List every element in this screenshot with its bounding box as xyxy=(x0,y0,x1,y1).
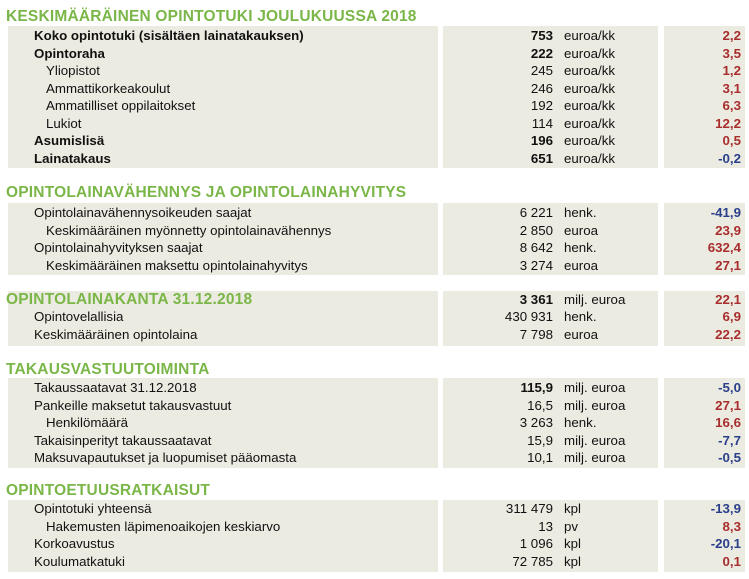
table-row xyxy=(0,553,749,570)
row-unit: euroa/kk xyxy=(564,28,615,43)
row-label: Henkilömäärä xyxy=(46,415,129,430)
row-unit: euroa/kk xyxy=(564,133,615,148)
row-value: 651 xyxy=(530,150,553,166)
row-change: -0,5 xyxy=(718,450,741,465)
row-value: 222 xyxy=(530,45,553,61)
table-row xyxy=(0,291,749,308)
row-change: -5,0 xyxy=(718,380,741,395)
row-unit: henk. xyxy=(564,240,597,255)
row-value: 430 931 xyxy=(504,309,553,324)
row-change: -7,7 xyxy=(718,432,741,448)
row-value: 10,1 xyxy=(527,450,553,465)
table-row xyxy=(0,150,749,167)
row-label: Lukiot xyxy=(46,115,82,131)
row-value: 8 642 xyxy=(519,240,553,255)
row-unit: henk. xyxy=(564,415,597,430)
row-label: Korkoavustus xyxy=(34,536,115,551)
table-row xyxy=(0,397,749,414)
row-value: 753 xyxy=(530,28,553,43)
table-row xyxy=(0,97,749,114)
table-row xyxy=(0,308,749,325)
row-label: Hakemusten läpimenoaikojen keskiarvo xyxy=(46,518,281,534)
row-value: 196 xyxy=(530,133,553,148)
row-change: -20,1 xyxy=(710,536,741,551)
row-label: Maksuvapautukset ja luopumiset pääomasta xyxy=(34,450,297,465)
row-label: Koulumatkatuki xyxy=(34,553,125,569)
row-value: 115,9 xyxy=(520,380,553,395)
row-change: 6,3 xyxy=(722,98,741,113)
row-unit: kpl xyxy=(564,553,581,569)
section-heading: OPINTOLAINAVÄHENNYS JA OPINTOLAINAHYVITYS xyxy=(6,184,407,201)
row-value: 245 xyxy=(530,63,553,78)
row-value: 246 xyxy=(530,80,553,96)
row-label: Ammatilliset oppilaitokset xyxy=(46,98,196,113)
row-change: 632,4 xyxy=(707,240,741,255)
row-unit: henk. xyxy=(564,205,597,220)
row-change: 6,9 xyxy=(722,309,741,324)
row-unit: euroa/kk xyxy=(564,98,615,113)
row-change: 22,2 xyxy=(715,326,741,342)
table-row xyxy=(0,449,749,466)
row-value: 311 479 xyxy=(505,501,553,516)
row-value: 6 221 xyxy=(519,205,553,220)
table-row xyxy=(0,518,749,535)
row-value: 1 096 xyxy=(519,536,553,551)
row-unit: euroa/kk xyxy=(564,115,615,131)
row-change: -13,9 xyxy=(710,501,741,516)
table-row xyxy=(0,414,749,431)
row-label: Opintolainavähennysoikeuden saajat xyxy=(34,205,252,220)
row-unit: euroa xyxy=(564,326,599,342)
row-label: Takaussaatavat 31.12.2018 xyxy=(34,380,197,395)
row-change: 8,3 xyxy=(722,518,741,534)
row-unit: euroa xyxy=(564,257,599,273)
table-row xyxy=(0,326,749,343)
row-value: 3 263 xyxy=(519,415,553,430)
section-heading: TAKAUSVASTUUTOIMINTA xyxy=(6,361,210,378)
section-heading: OPINTOLAINAKANTA 31.12.2018 xyxy=(6,291,253,308)
row-label: Takaisinperityt takaussaatavat xyxy=(34,432,212,448)
row-value: 3 361 xyxy=(519,292,553,307)
row-label: Keskimääräinen myönnetty opintolainavähennys xyxy=(46,222,332,238)
table-row xyxy=(0,257,749,274)
row-label: Koko opintotuki (sisältäen lainatakauksen) xyxy=(34,28,304,43)
row-label: Asumislisä xyxy=(34,133,105,148)
row-label: Opintotuki yhteensä xyxy=(34,501,152,516)
row-unit: kpl xyxy=(564,501,581,516)
row-change: 2,2 xyxy=(722,28,741,43)
row-unit: kpl xyxy=(564,536,581,551)
table-row xyxy=(0,500,749,517)
row-change: 3,5 xyxy=(722,45,741,61)
row-change: -0,2 xyxy=(718,150,741,166)
table-row xyxy=(0,27,749,44)
row-value: 13 xyxy=(538,518,553,534)
table-row xyxy=(0,80,749,97)
row-unit: milj. euroa xyxy=(564,450,626,465)
table-row xyxy=(0,239,749,256)
row-change: 23,9 xyxy=(715,222,741,238)
table-row xyxy=(0,45,749,62)
row-value: 2 850 xyxy=(519,222,553,238)
row-label: Yliopistot xyxy=(46,63,100,78)
table-row xyxy=(0,132,749,149)
row-label: Ammattikorkeakoulut xyxy=(46,80,171,96)
table-row xyxy=(0,222,749,239)
section-heading: OPINTOETUUSRATKAISUT xyxy=(6,482,211,499)
row-change: 27,1 xyxy=(715,397,741,413)
table-row xyxy=(0,62,749,79)
row-unit: milj. euroa xyxy=(564,380,626,395)
row-unit: milj. euroa xyxy=(564,292,626,307)
row-change: 16,6 xyxy=(715,415,741,430)
row-value: 15,9 xyxy=(527,432,553,448)
table-row xyxy=(0,204,749,221)
row-unit: henk. xyxy=(564,309,597,324)
table-row xyxy=(0,379,749,396)
table-row xyxy=(0,432,749,449)
row-label: Keskimääräinen maksettu opintolainahyvitys xyxy=(46,257,308,273)
row-unit: euroa/kk xyxy=(564,80,615,96)
row-unit: milj. euroa xyxy=(564,397,626,413)
row-unit: euroa xyxy=(564,222,599,238)
row-change: 12,2 xyxy=(715,115,741,131)
row-label: Opintoraha xyxy=(34,45,105,61)
row-change: 1,2 xyxy=(722,63,741,78)
row-change: 27,1 xyxy=(715,257,741,273)
row-unit: pv xyxy=(564,518,579,534)
row-change: -41,9 xyxy=(710,205,741,220)
row-unit: euroa/kk xyxy=(564,45,615,61)
section-heading: KESKIMÄÄRÄINEN OPINTOTUKI JOULUKUUSSA 2018 xyxy=(6,8,417,25)
row-change: 22,1 xyxy=(715,292,741,307)
row-label: Opintovelallisia xyxy=(34,309,124,324)
row-value: 114 xyxy=(531,115,553,131)
row-change: 0,1 xyxy=(722,553,741,569)
row-change: 3,1 xyxy=(722,80,741,96)
row-label: Pankeille maksetut takausvastuut xyxy=(34,397,232,413)
row-value: 72 785 xyxy=(512,553,553,569)
row-unit: euroa/kk xyxy=(564,63,615,78)
row-label: Keskimääräinen opintolaina xyxy=(34,326,198,342)
row-label: Lainatakaus xyxy=(34,150,111,166)
row-unit: euroa/kk xyxy=(564,150,615,166)
row-label: Opintolainahyvityksen saajat xyxy=(34,240,203,255)
row-value: 7 798 xyxy=(519,326,553,342)
row-value: 3 274 xyxy=(519,257,553,273)
table-row xyxy=(0,535,749,552)
row-value: 192 xyxy=(530,98,553,113)
table-row xyxy=(0,115,749,132)
row-unit: milj. euroa xyxy=(564,432,626,448)
row-value: 16,5 xyxy=(527,397,553,413)
row-change: 0,5 xyxy=(722,133,741,148)
